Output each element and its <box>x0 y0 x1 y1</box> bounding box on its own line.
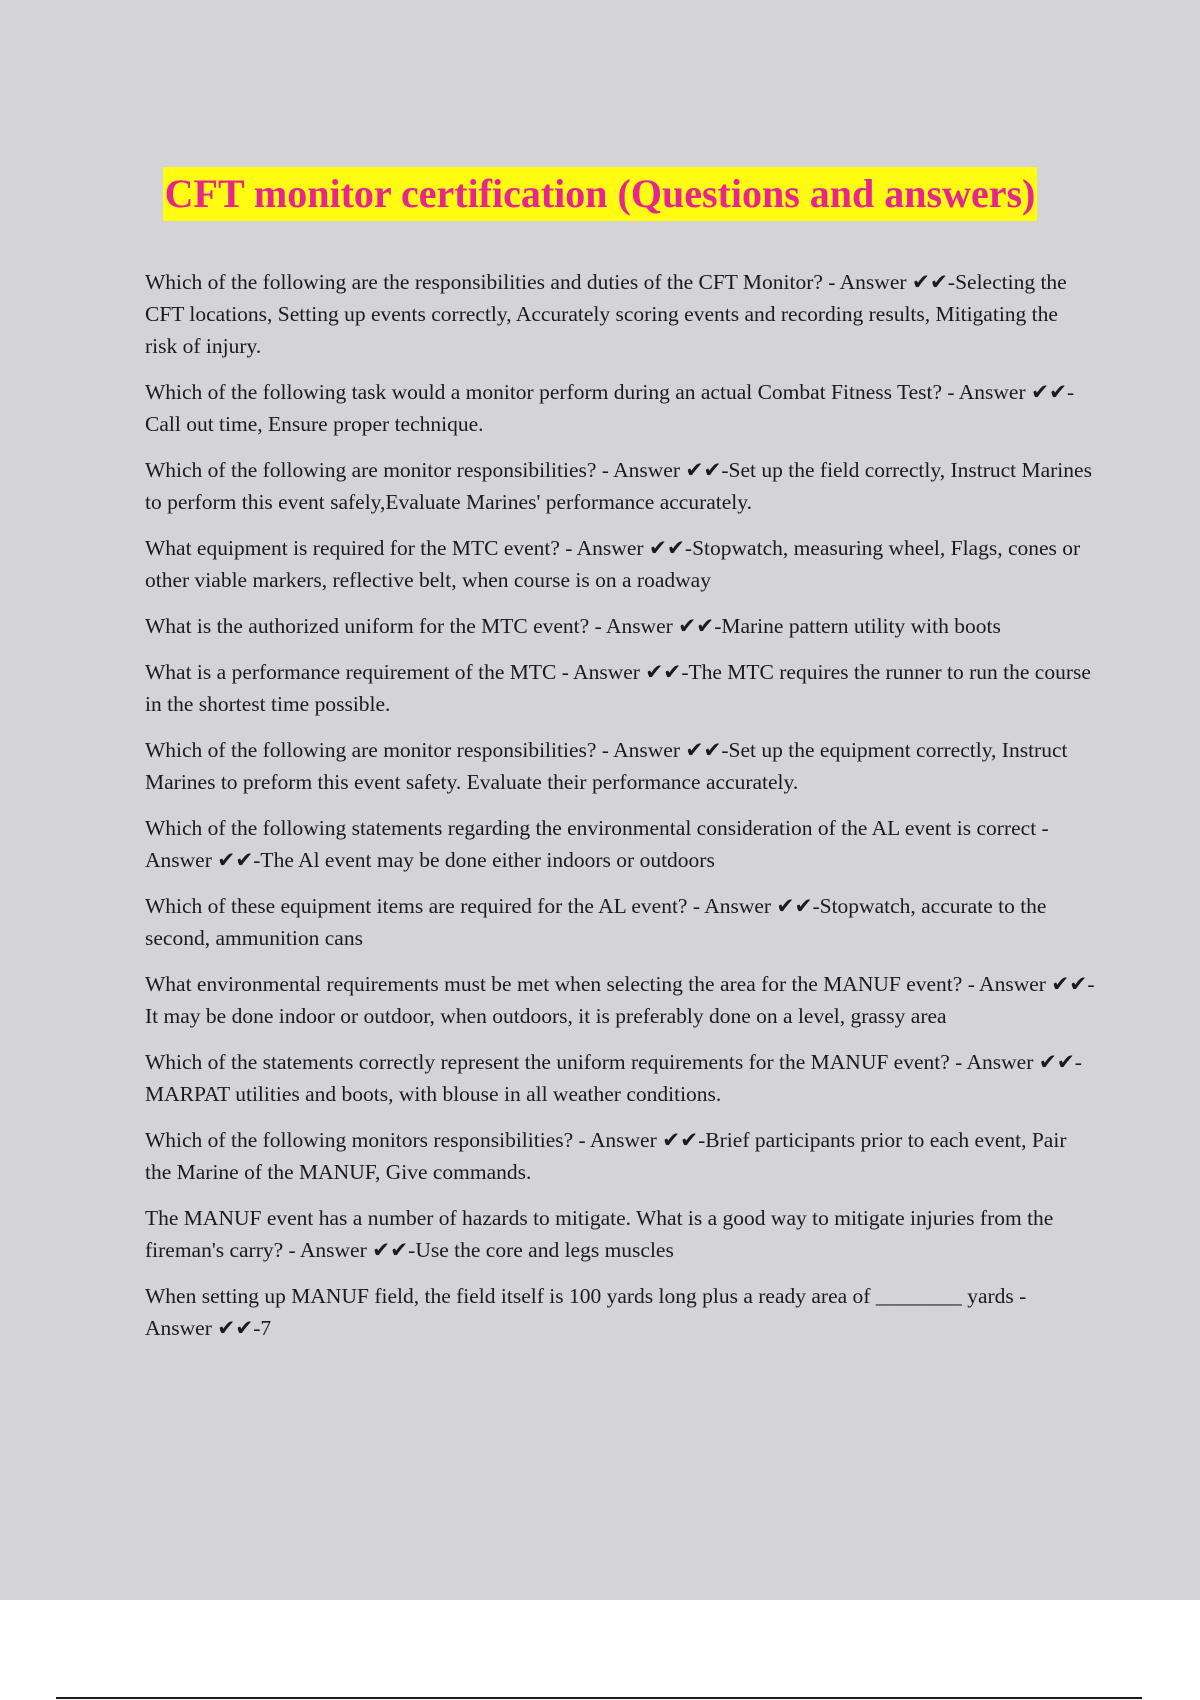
qa-item: Which of the following are monitor responsibilities? - Answer ✔✔-Set up the field correctly, Instruct Marines to perform this event safely,Evaluate Marines' performance accurately. <box>145 458 1092 514</box>
qa-item: Which of the statements correctly represent the uniform requirements for the MANUF event? - Answer ✔✔-MARPAT utilities and boots, with blouse in all weather conditions. <box>145 1050 1082 1106</box>
qa-item: Which of the following task would a monitor perform during an actual Combat Fitness Test? - Answer ✔✔-Call out time, Ensure proper technique. <box>145 380 1075 436</box>
qa-item: When setting up MANUF field, the field itself is 100 yards long plus a ready area of ________ yards - Answer ✔✔-7 <box>145 1284 1027 1340</box>
qa-item: What equipment is required for the MTC event? - Answer ✔✔-Stopwatch, measuring wheel, Flags, cones or other viable markers, reflective belt, when course is on a roadway <box>145 536 1081 592</box>
document-title: CFT monitor certification (Questions and answers) <box>163 167 1038 221</box>
qa-item: Which of the following are monitor responsibilities? - Answer ✔✔-Set up the equipment correctly, Instruct Marines to preform this event safety. Evaluate their performance accurately. <box>145 738 1068 794</box>
qa-list <box>145 266 1095 1358</box>
qa-item: Which of the following are the responsibilities and duties of the CFT Monitor? - Answer ✔✔-Selecting the CFT locations, Setting up events correctly, Accurately scoring events and recording results, Mitigating the risk of injury. <box>145 270 1067 358</box>
qa-item: Which of these equipment items are required for the AL event? - Answer ✔✔-Stopwatch, accurate to the second, ammunition cans <box>145 894 1047 950</box>
footer-divider <box>56 1697 1142 1699</box>
qa-item: Which of the following monitors responsibilities? - Answer ✔✔-Brief participants prior to each event, Pair the Marine of the MANUF, Give commands. <box>145 1128 1067 1184</box>
qa-item: Which of the following statements regarding the environmental consideration of the AL event is correct - Answer ✔✔-The Al event may be done either indoors or outdoors <box>145 816 1049 872</box>
title-wrap <box>0 167 1200 221</box>
qa-item: What is the authorized uniform for the MTC event? - Answer ✔✔-Marine pattern utility with boots <box>145 614 1001 638</box>
qa-item: What is a performance requirement of the MTC - Answer ✔✔-The MTC requires the runner to run the course in the shortest time possible. <box>145 660 1091 716</box>
qa-item: The MANUF event has a number of hazards to mitigate. What is a good way to mitigate injuries from the fireman's carry? - Answer ✔✔-Use the core and legs muscles <box>145 1206 1054 1262</box>
qa-item: What environmental requirements must be met when selecting the area for the MANUF event? - Answer ✔✔-It may be done indoor or outdoor, when outdoors, it is preferably done on a level, grassy area <box>145 972 1095 1028</box>
